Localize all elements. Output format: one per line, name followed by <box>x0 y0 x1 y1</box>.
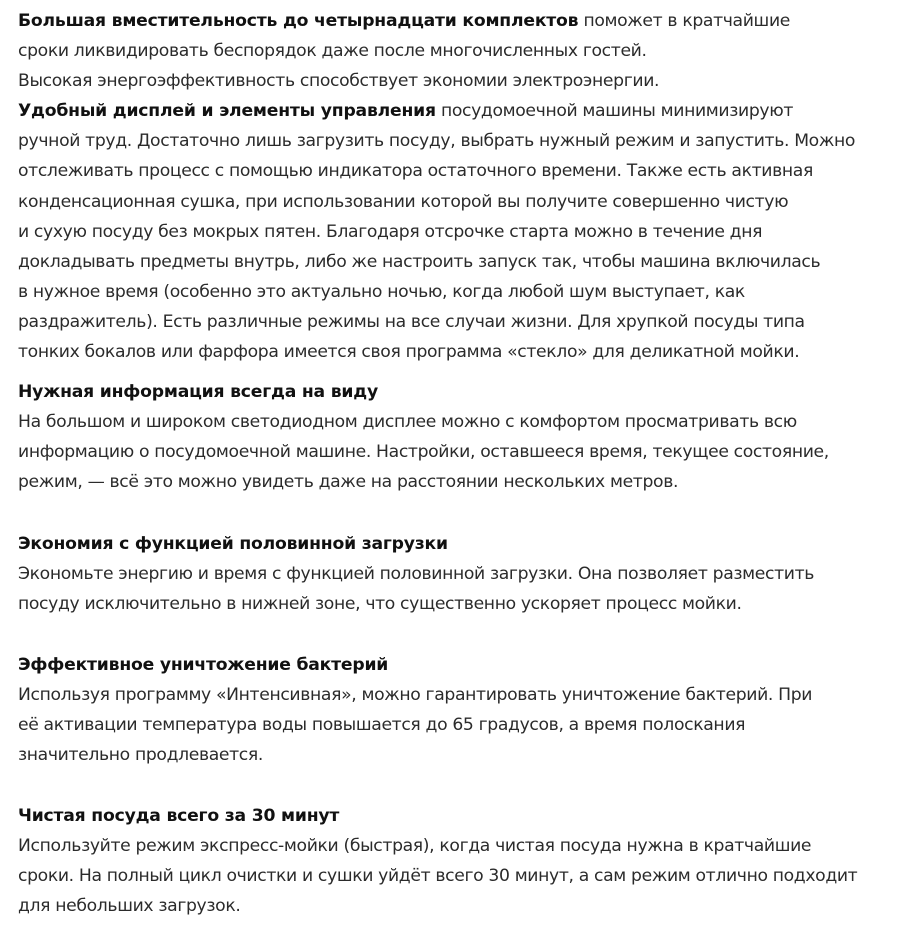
section-line: информацию о посудомоечной машине. Настройки, оставшееся время, текущее состояние, <box>18 442 829 463</box>
display-line: докладывать предметы внутрь, либо же настроить запуск так, чтобы машина включилась <box>18 251 821 272</box>
display-line: тонких бокалов или фарфора имеется своя программа «стекло» для деликатной мойки. <box>18 342 800 363</box>
section-line: Используя программу «Интенсивная», можно гарантировать уничтожение бактерий. При <box>18 684 813 705</box>
display-line: раздражитель). Есть различные режимы на все случаи жизни. Для хрупкой посуды типа <box>18 311 805 332</box>
section-line: сроки. На полный цикл очистки и сушки уйдёт всего 30 минут, а сам режим отлично подходит <box>18 866 858 887</box>
section-heading-half-load: Экономия с функцией половинной загрузки <box>18 533 448 554</box>
section-line: для небольших загрузок. <box>18 896 241 917</box>
display-line: отслеживать процесс с помощью индикатора остаточного времени. Также есть активная <box>18 161 813 182</box>
capacity-rest: поможет в кратчайшие <box>578 11 790 31</box>
product-description <box>18 6 898 922</box>
display-line-1 <box>18 96 898 126</box>
display-line: в нужное время (особенно это актуально ночью, когда любой шум выступает, как <box>18 281 745 302</box>
display-bold: Удобный дисплей и элементы управления <box>18 101 436 122</box>
capacity-line-2: сроки ликвидировать беспорядок даже после многочисленных гостей. <box>18 41 647 62</box>
section-line: посуду исключительно в нижней зоне, что существенно ускоряет процесс мойки. <box>18 593 742 614</box>
section-line: её активации температура воды повышается до 65 градусов, а время полоскания <box>18 714 746 735</box>
section-heading-express: Чистая посуда всего за 30 минут <box>18 806 340 827</box>
section-line: режим, — всё это можно увидеть даже на расстоянии нескольких метров. <box>18 472 679 493</box>
section-heading-info: Нужная информация всегда на виду <box>18 382 378 403</box>
section-heading-bacteria: Эффективное уничтожение бактерий <box>18 654 389 675</box>
energy-line: Высокая энергоэффективность способствует экономии электроэнергии. <box>18 71 660 92</box>
section-line: Используйте режим экспресс-мойки (быстрая), когда чистая посуда нужна в кратчайшие <box>18 836 812 857</box>
section-line: Экономьте энергию и время с функцией половинной загрузки. Она позволяет разместить <box>18 563 815 584</box>
capacity-line-1 <box>18 6 898 36</box>
display-line: и сухую посуду без мокрых пятен. Благодаря отсрочке старта можно в течение дня <box>18 221 763 242</box>
capacity-bold: Большая вместительность до четырнадцати комплектов <box>18 11 579 31</box>
section-line: На большом и широком светодиодном дисплее можно с комфортом просматривать всю <box>18 412 797 433</box>
display-rest: посудомоечной машины минимизируют <box>435 101 793 122</box>
display-line: конденсационная сушка, при использовании которой вы получите совершенно чистую <box>18 191 789 212</box>
display-line: ручной труд. Достаточно лишь загрузить посуду, выбрать нужный режим и запустить. Можно <box>18 131 856 152</box>
section-line: значительно продлевается. <box>18 745 264 766</box>
